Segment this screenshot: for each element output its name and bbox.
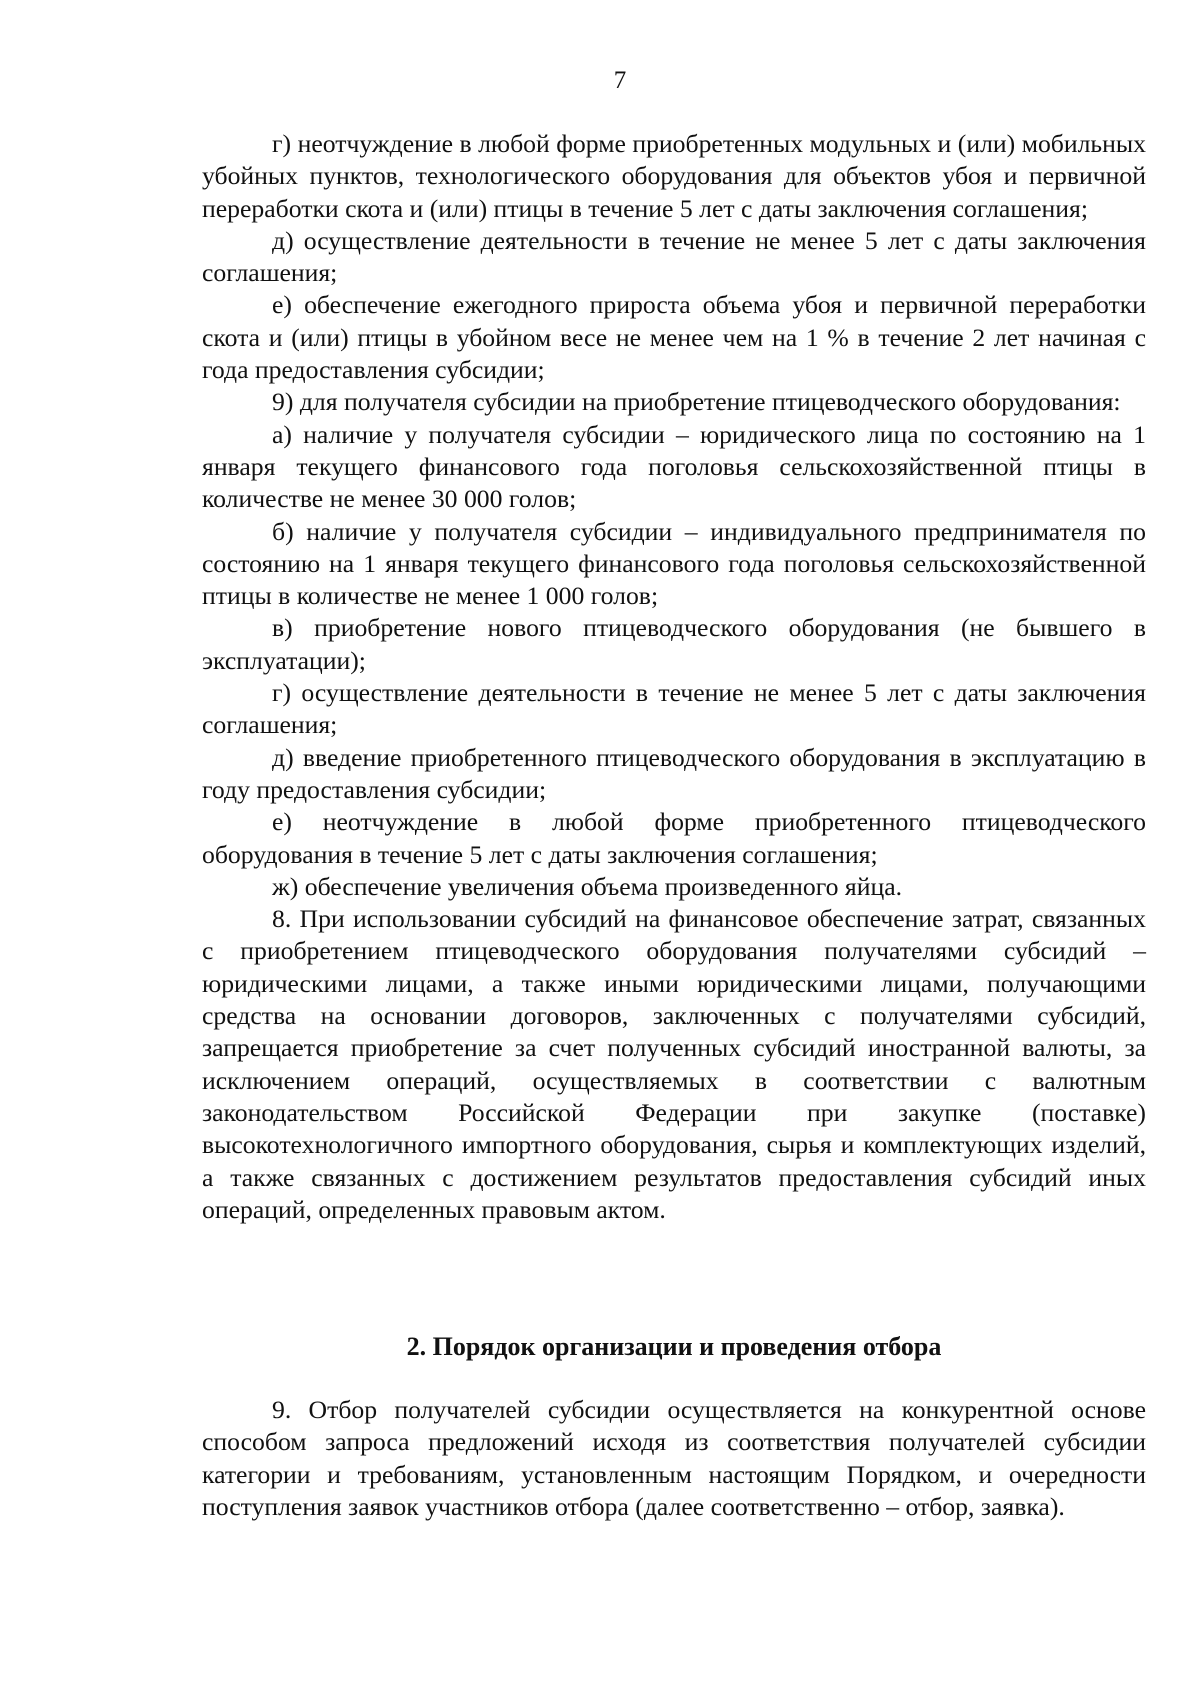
section-heading: 2. Порядок организации и проведения отбора	[406, 1332, 942, 1361]
paragraph-item-e-annual-growth: е) обеспечение ежегодного прироста объема убоя и первичной переработки скота и (или) птицы в убойном весе не менее чем на 1 % в течение 2 лет начиная с года предоставления субсидии;	[202, 290, 1146, 385]
paragraph-item-d-commissioning: д) введение приобретенного птицеводческого оборудования в эксплуатацию в году предоставления субсидии;	[202, 742, 1146, 804]
paragraph-item-v-new-equipment: в) приобретение нового птицеводческого оборудования (не бывшего в эксплуатации);	[202, 613, 1146, 675]
page-number: 7	[613, 67, 627, 94]
paragraph-point-8-foreign-currency: 8. При использовании субсидий на финансовое обеспечение затрат, связанных с приобретением птицеводческого оборудования получателями субсидий – юридическими лицами, а также иными юридическими лицами, получающими средства на основании договоров, заключенных с получателями субсидий, запрещается приобретение за счет полученных субсидий иностранной валюты, за исключением операций, осуществляемых в соответствии с валютным законодательством Российской Федерации при закупке (поставке) высокотехнологичного импортного оборудования, сырья и комплектующих изделий, а также связанных с достижением результатов предоставления субсидий иных операций, определенных правовым актом.	[202, 904, 1146, 1224]
body-text-after-heading	[202, 1394, 1146, 1523]
paragraph-item-g-activity-5-years: г) осуществление деятельности в течение не менее 5 лет с даты заключения соглашения;	[202, 678, 1146, 740]
paragraph-item-d-activity-5-years: д) осуществление деятельности в течение не менее 5 лет с даты заключения соглашения;	[202, 225, 1146, 288]
paragraph-point-9-selection: 9. Отбор получателей субсидии осуществляется на конкурентной основе способом запроса предложений исходя из соответствия получателей субсидии категории и требованиям, установленным настоящим Порядком, и очередности поступления заявок участников отбора (далее соответственно – отбор, заявка).	[202, 1395, 1146, 1521]
paragraph-item-9-poultry-equipment: 9) для получателя субсидии на приобретение птицеводческого оборудования:	[272, 387, 1121, 417]
paragraph-item-g-no-alienation-slaughter: г) неотчуждение в любой форме приобретенных модульных и (или) мобильных убойных пунктов, технологического оборудования для объектов убоя и первичной переработки скота и (или) птицы в течение 5 лет с даты заключения соглашения;	[202, 129, 1146, 223]
body-text-before-heading	[202, 128, 1146, 1226]
paragraph-item-zh-egg-volume: ж) обеспечение увеличения объема произведенного яйца.	[272, 871, 903, 901]
paragraph-item-e-no-alienation-equipment: е) неотчуждение в любой форме приобретенного птицеводческого оборудования в течение 5 лет с даты заключения соглашения;	[202, 807, 1146, 869]
paragraph-item-b-entrepreneur-1000: б) наличие у получателя субсидии – индивидуального предпринимателя по состоянию на 1 января текущего финансового года поголовья сельскохозяйственной птицы в количестве не менее 1 000 голов;	[202, 516, 1146, 611]
paragraph-item-a-legal-entity-30000: а) наличие у получателя субсидии – юридического лица по состоянию на 1 января текущего финансового года поголовья сельскохозяйственной птицы в количестве не менее 30 000 голов;	[202, 419, 1146, 514]
